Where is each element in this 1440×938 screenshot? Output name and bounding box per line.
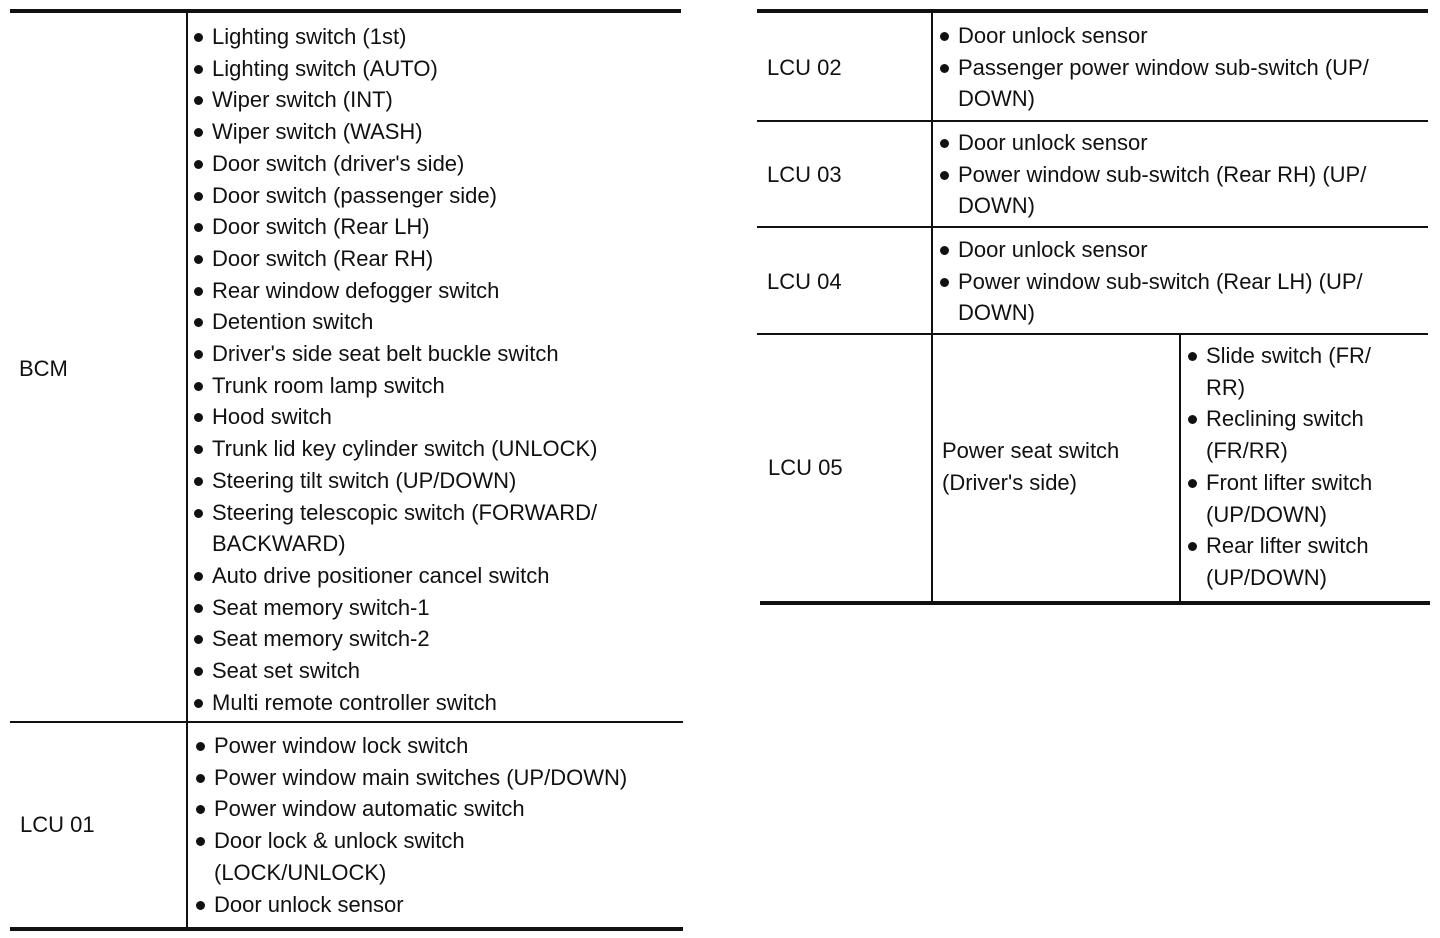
list-item: Passenger power window sub-switch (UP/: [936, 52, 1369, 84]
list-item-continuation: (FR/RR): [1206, 438, 1288, 464]
list-item: Door switch (Rear RH): [190, 243, 598, 275]
list-item: Power window automatic switch: [192, 793, 627, 825]
power-seat-switch-group-label: [942, 435, 1119, 499]
list-item: Steering telescopic switch (FORWARD/: [190, 497, 598, 529]
list-item-continuation: BACKWARD): [212, 531, 346, 557]
bcm-switch-list: [190, 21, 598, 718]
group-label-line: Power seat switch: [942, 438, 1120, 463]
lcu-01-switch-list: [192, 730, 627, 920]
left-table-column-divider: [186, 13, 188, 927]
list-item: Door switch (passenger side): [190, 180, 598, 212]
list-item: Power window lock switch: [192, 730, 627, 762]
list-item: Door switch (Rear LH): [190, 211, 598, 243]
right-table-column-divider: [931, 13, 933, 603]
list-item: Door lock & unlock switch: [192, 825, 627, 857]
group-label-line: (Driver's side): [942, 470, 1077, 495]
lcu-05-switch-list: [1184, 340, 1372, 594]
right-table-bottom-rule: [760, 601, 1430, 605]
right-table-row-divider: [757, 120, 1428, 122]
list-item: Trunk lid key cylinder switch (UNLOCK): [190, 433, 598, 465]
unit-label-lcu-05: LCU 05: [768, 455, 843, 480]
list-item: Lighting switch (1st): [190, 21, 598, 53]
unit-label-lcu-04: LCU 04: [767, 269, 842, 294]
list-item: Power window main switches (UP/DOWN): [192, 762, 627, 794]
unit-label-bcm: BCM: [19, 356, 68, 381]
list-item: Rear window defogger switch: [190, 275, 598, 307]
unit-label-lcu-02: LCU 02: [767, 55, 842, 80]
list-item: Power window sub-switch (Rear RH) (UP/: [936, 159, 1366, 191]
list-item-continuation: DOWN): [958, 300, 1035, 326]
list-item-continuation: (LOCK/UNLOCK): [214, 859, 387, 885]
list-item: Multi remote controller switch: [190, 687, 598, 719]
list-item-continuation: RR): [1206, 374, 1246, 400]
left-table-row-divider: [10, 721, 683, 723]
list-item: Seat memory switch-2: [190, 623, 598, 655]
list-item: Slide switch (FR/: [1184, 340, 1372, 372]
list-item: Trunk room lamp switch: [190, 370, 598, 402]
list-item: Rear lifter switch: [1184, 530, 1372, 562]
lcu-02-switch-list: [936, 20, 1369, 115]
left-table-bottom-rule: [10, 927, 683, 931]
list-item-continuation: (UP/DOWN): [1206, 564, 1327, 590]
list-item: Lighting switch (AUTO): [190, 53, 598, 85]
list-item: Front lifter switch: [1184, 467, 1372, 499]
right-table-top-rule: [757, 9, 1428, 13]
right-table-row-divider: [757, 226, 1428, 228]
list-item: Driver's side seat belt buckle switch: [190, 338, 598, 370]
list-item: Door unlock sensor: [936, 234, 1363, 266]
list-item: Seat memory switch-1: [190, 592, 598, 624]
list-item: Reclining switch: [1184, 403, 1372, 435]
list-item: Seat set switch: [190, 655, 598, 687]
list-item-continuation: DOWN): [958, 86, 1035, 112]
list-item: Power window sub-switch (Rear LH) (UP/: [936, 266, 1363, 298]
list-item: Door unlock sensor: [936, 20, 1369, 52]
lcu-04-switch-list: [936, 234, 1363, 329]
unit-label-lcu-01: LCU 01: [20, 812, 95, 837]
right-table-row-divider: [757, 333, 1428, 335]
list-item: Door switch (driver's side): [190, 148, 598, 180]
list-item: Steering tilt switch (UP/DOWN): [190, 465, 598, 497]
list-item: Auto drive positioner cancel switch: [190, 560, 598, 592]
list-item: Wiper switch (INT): [190, 84, 598, 116]
unit-label-lcu-03: LCU 03: [767, 162, 842, 187]
lcu-03-switch-list: [936, 127, 1366, 222]
list-item: Wiper switch (WASH): [190, 116, 598, 148]
list-item-continuation: (UP/DOWN): [1206, 501, 1327, 527]
list-item: Door unlock sensor: [192, 889, 627, 921]
list-item: Detention switch: [190, 306, 598, 338]
list-item: Door unlock sensor: [936, 127, 1366, 159]
right-table-subcolumn-divider: [1179, 335, 1181, 603]
left-table-top-rule: [10, 9, 681, 13]
list-item-continuation: DOWN): [958, 193, 1035, 219]
list-item: Hood switch: [190, 401, 598, 433]
